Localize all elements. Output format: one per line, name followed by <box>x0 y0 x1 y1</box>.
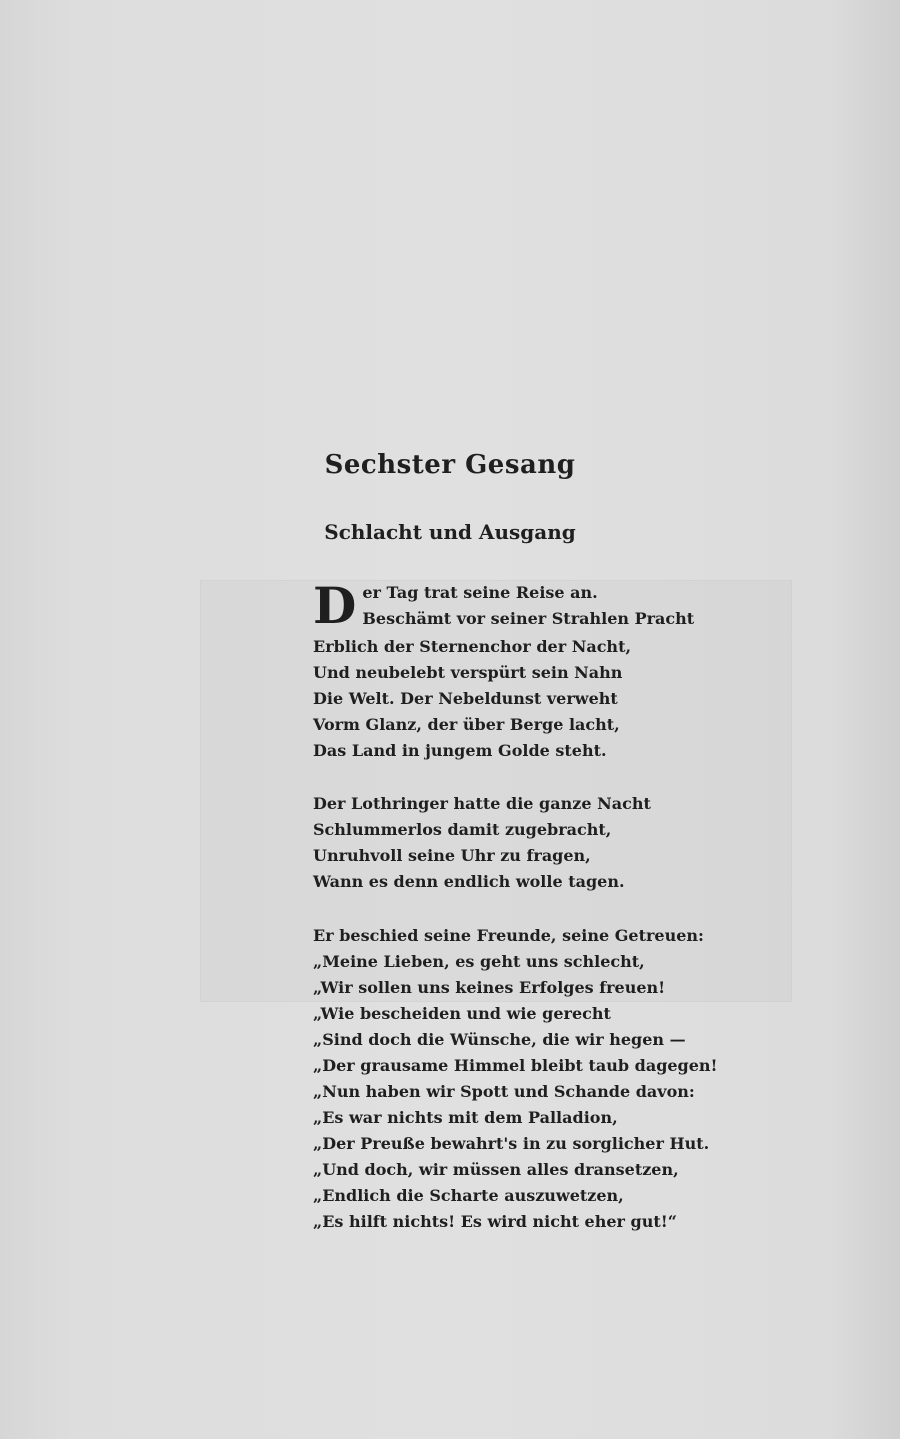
poem-line: „Der grausame Himmel bleibt taub dagegen! <box>313 1056 718 1075</box>
poem-line: Das Land in jungem Golde steht. <box>313 741 607 760</box>
chapter-subtitle: Schlacht und Ausgang <box>324 520 576 544</box>
poem-line: „Nun haben wir Spott und Schande davon: <box>313 1082 695 1101</box>
stanza-gap <box>313 762 713 791</box>
poem-line: Vorm Glanz, der über Berge lacht, <box>313 715 620 734</box>
poem <box>313 576 718 1235</box>
poem-line: Die Welt. Der Nebeldunst verweht <box>313 689 618 708</box>
poem-line: Unruhvoll seine Uhr zu fragen, <box>313 846 591 865</box>
poem-line: „Es hilft nichts! Es wird nicht eher gut!“ <box>313 1212 677 1231</box>
poem-line: Der Lothringer hatte die ganze Nacht <box>313 794 651 813</box>
stanza-2 <box>313 791 713 895</box>
chapter-title: Sechster Gesang <box>324 450 576 480</box>
poem-line: Er beschied seine Freunde, seine Getreuen: <box>313 926 704 945</box>
poem-line: „Und doch, wir müssen alles dransetzen, <box>313 1160 679 1179</box>
drop-cap: D <box>313 576 357 635</box>
stanza-1 <box>313 576 713 762</box>
poem-line: er Tag trat seine Reise an. <box>362 583 598 602</box>
poem-line: Erblich der Sternenchor der Nacht, <box>313 637 632 656</box>
poem-line: „Endlich die Scharte auszuwetzen, <box>313 1186 624 1205</box>
poem-line: „Es war nichts mit dem Palladion, <box>313 1108 618 1127</box>
poem-line: „Wir sollen uns keines Erfolges freuen! <box>313 978 666 997</box>
poem-line: „Wie bescheiden und wie gerecht <box>313 1004 611 1023</box>
poem-line: „Sind doch die Wünsche, die wir hegen — <box>313 1030 686 1049</box>
poem-line: Wann es denn endlich wolle tagen. <box>313 872 625 891</box>
stanza-gap <box>313 895 713 923</box>
poem-line: Beschämt vor seiner Strahlen Pracht <box>362 609 695 628</box>
poem-line: Schlummerlos damit zugebracht, <box>313 820 612 839</box>
stanza-3 <box>313 923 718 1235</box>
poem-line: „Der Preuße bewahrt's in zu sorglicher Hut. <box>313 1134 710 1153</box>
poem-line: „Meine Lieben, es geht uns schlecht, <box>313 952 645 971</box>
poem-line: Und neubelebt verspürt sein Nahn <box>313 663 623 682</box>
